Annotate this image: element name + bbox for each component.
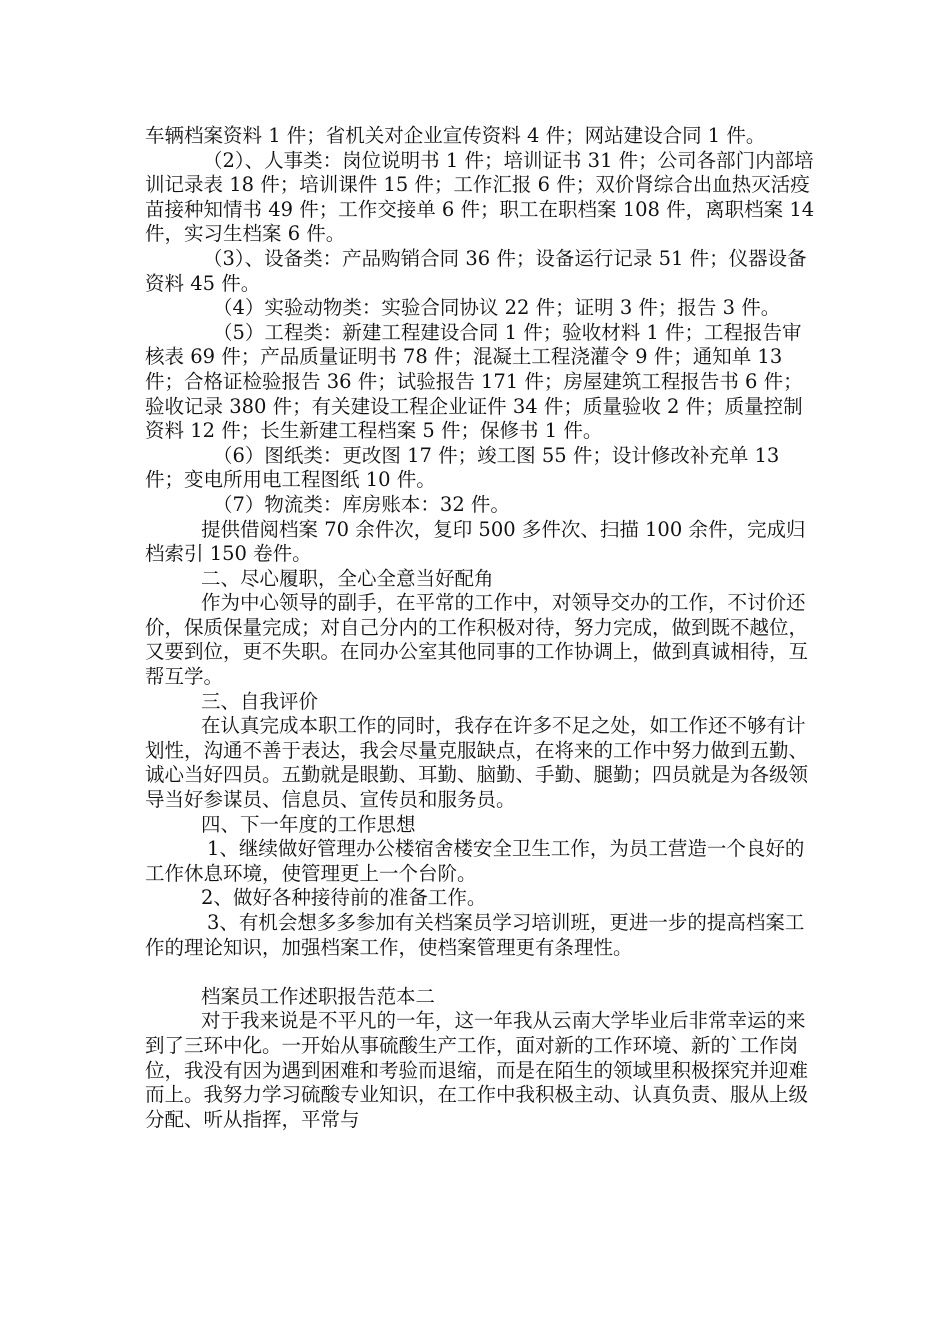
paragraph-engineering: （5）工程类：新建工程建设合同 1 件；验收材料 1 件；工程报告审核表 69 件；产品质量证明书 78 件；混凝土工程浇灌令 9 件；通知单 13 件；合格证检验报告 36 件；试验报告 171 件；房屋建筑工程报告书 6 件；验收记录 380 件；有关建设工程企业证件 34 件；质量验收 2 件；质量控制资料 12 件；长生新建工程档案 5 件；保修书 1 件。: [145, 320, 803, 443]
paragraph-equipment: （3）、设备类：产品购销合同 36 件；设备运行记录 51 件；仪器设备资料 45 件。: [145, 246, 807, 295]
paragraph-drawings: （6）图纸类：更改图 17 件；竣工图 55 件；设计修改补充单 13 件；变电所用电工程图纸 10 件。: [145, 443, 780, 492]
paragraph-logistics: （7）物流类：库房账本：32 件。: [213, 492, 510, 516]
paragraph-borrowing-stats: 提供借阅档案 70 余件次，复印 500 多件次、扫描 100 余件，完成归档索引 150 卷件。: [145, 517, 806, 566]
document-body: [145, 124, 815, 1132]
blank-line: [145, 960, 815, 985]
heading-section-three: 三、自我评价: [201, 689, 319, 713]
heading-section-four: 四、下一年度的工作思想: [201, 812, 416, 836]
paragraph-self-evaluation: 在认真完成本职工作的同时，我存在许多不足之处，如工作还不够有计划性，沟通不善于表达，我会尽量克服缺点，在将来的工作中努力做到五勤、诚心当好四员。五勤就是眼勤、耳勤、脑勤、手勤、腿勤；四员就是为各级领导当好参谋员、信息员、宣传员和服务员。: [145, 714, 809, 812]
heading-sample-two: 档案员工作述职报告范本二: [201, 984, 436, 1008]
paragraph-section-two: 作为中心领导的副手，在平常的工作中，对领导交办的工作，不讨价还价，保质保量完成；对自己分内的工作积极对待，努力完成，做到既不越位，又要到位，更不失职。在同办公室其他同事的工作协调上，做到真诚相待，互帮互学。: [145, 591, 809, 689]
heading-section-two: 二、尽心履职，全心全意当好配角: [201, 566, 494, 590]
paragraph-sample-two-intro: 对于我来说是不平凡的一年，这一年我从云南大学毕业后非常幸运的来到了三环中化。一开始从事硫酸生产工作，面对新的工作环境、新的`工作岗位，我没有因为遇到困难和考验而退缩，而是在陌生的领域里积极探究并迎难而上。我努力学习硫酸专业知识，在工作中我积极主动、认真负责、服从上级分配、听从指挥，平常与: [145, 1009, 809, 1131]
paragraph-plan-item-1: 1、继续做好管理办公楼宿舍楼安全卫生工作，为员工营造一个良好的工作休息环境，使管理更上一个台阶。: [145, 837, 805, 885]
paragraph-archive-continued: 车辆档案资料 1 件；省机关对企业宣传资料 4 件；网站建设合同 1 件。: [145, 124, 766, 147]
paragraph-lab-animals: （4）实验动物类：实验合同协议 22 件；证明 3 件；报告 3 件。: [213, 296, 781, 320]
paragraph-plan-item-2: 2、做好各种接待前的准备工作。: [201, 886, 487, 910]
paragraph-plan-item-3: 3、有机会想多多参加有关档案员学习培训班，更进一步的提高档案工作的理论知识，加强档案工作，使档案管理更有条理性。: [145, 911, 805, 959]
paragraph-personnel: （2）、人事类：岗位说明书 1 件；培训证书 31 件；公司各部门内部培训记录表 18 件；培训课件 15 件；工作汇报 6 件；双价肾综合出血热灭活疫苗接种知情书 49 件；工作交接单 6 件；职工在职档案 108 件，离职档案 14 件，实习生档案 6 件。: [145, 148, 815, 246]
